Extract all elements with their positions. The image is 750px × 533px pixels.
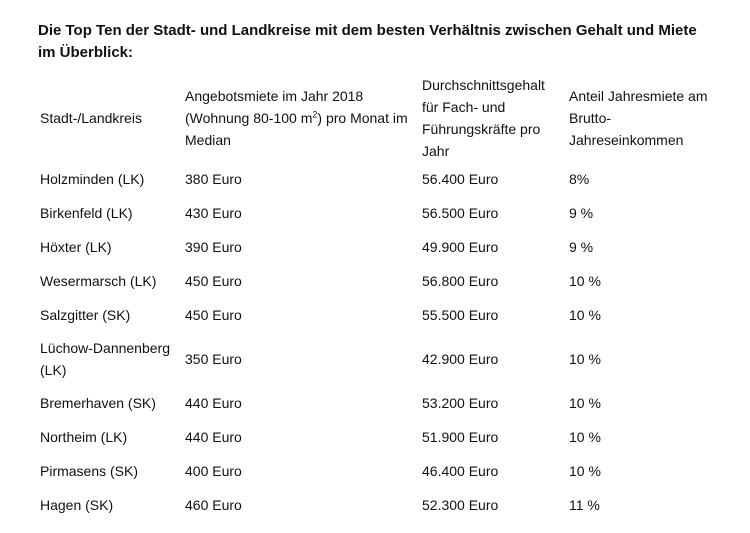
cell-region: Pirmasens (SK) — [40, 463, 139, 479]
cell-rent: 440 Euro — [185, 395, 242, 411]
cell-rent: 350 Euro — [185, 351, 242, 367]
cell-region: Bremerhaven (SK) — [40, 395, 156, 411]
header-salary: Durchschnittsgehalt für Fach- und Führungskräfte pro Jahr — [422, 77, 545, 159]
table-row — [30, 332, 709, 386]
cell-region: Hagen (SK) — [40, 497, 114, 513]
cell-rent: 400 Euro — [185, 463, 242, 479]
cell-share: 10 % — [569, 307, 601, 323]
cell-salary: 49.900 Euro — [422, 239, 499, 255]
header-rent-superscript: 2 — [312, 109, 318, 120]
cell-share: 10 % — [569, 463, 601, 479]
header-region: Stadt-/Landkreis — [40, 110, 142, 126]
table-row — [30, 162, 709, 196]
header-rent-text: Angebotsmiete im Jahr 2018 (Wohnung 80-100 m — [185, 88, 364, 126]
cell-region: Wesermarsch (LK) — [40, 273, 157, 289]
header-share: Anteil Jahresmiete am Brutto-Jahreseinkommen — [569, 88, 708, 148]
cell-share: 9 % — [569, 239, 594, 255]
cell-share: 10 % — [569, 395, 601, 411]
cell-share: 10 % — [569, 273, 601, 289]
cell-salary: 53.200 Euro — [422, 395, 499, 411]
cell-salary: 52.300 Euro — [422, 497, 499, 513]
table-heading: Die Top Ten der Stadt- und Landkreise mit dem besten Verhältnis zwischen Gehalt und Miete im Überblick: — [38, 22, 697, 61]
table-row — [30, 264, 709, 298]
table-header-row — [30, 74, 709, 162]
cell-share: 11 % — [569, 497, 600, 513]
cell-rent: 390 Euro — [185, 239, 242, 255]
cell-salary: 56.800 Euro — [422, 273, 499, 289]
cell-rent: 450 Euro — [185, 307, 242, 323]
table-row — [30, 386, 709, 420]
rent-salary-table — [30, 74, 709, 522]
cell-salary: 46.400 Euro — [422, 463, 499, 479]
cell-salary: 42.900 Euro — [422, 351, 499, 367]
cell-region: Höxter (LK) — [40, 239, 112, 255]
cell-share: 10 % — [569, 351, 601, 367]
cell-salary: 56.400 Euro — [422, 171, 499, 187]
cell-salary: 56.500 Euro — [422, 205, 499, 221]
table-row — [30, 298, 709, 332]
cell-rent: 380 Euro — [185, 171, 242, 187]
cell-salary: 55.500 Euro — [422, 307, 499, 323]
cell-region: Northeim (LK) — [40, 429, 128, 445]
cell-region: Lüchow-Dannenberg (LK) — [40, 340, 170, 378]
table-row — [30, 196, 709, 230]
cell-region: Birkenfeld (LK) — [40, 205, 133, 221]
cell-rent: 440 Euro — [185, 429, 242, 445]
cell-rent: 430 Euro — [185, 205, 242, 221]
cell-region: Salzgitter (SK) — [40, 307, 131, 323]
header-rent-text-end: ) pro Monat im Median — [185, 110, 408, 148]
cell-rent: 450 Euro — [185, 273, 242, 289]
cell-salary: 51.900 Euro — [422, 429, 499, 445]
table-row — [30, 488, 709, 522]
cell-share: 9 % — [569, 205, 594, 221]
header-rent — [175, 74, 412, 162]
cell-rent: 460 Euro — [185, 497, 242, 513]
table-row — [30, 420, 709, 454]
cell-share: 8% — [569, 171, 590, 187]
cell-share: 10 % — [569, 429, 601, 445]
cell-region: Holzminden (LK) — [40, 171, 145, 187]
table-row — [30, 230, 709, 264]
table-row — [30, 454, 709, 488]
